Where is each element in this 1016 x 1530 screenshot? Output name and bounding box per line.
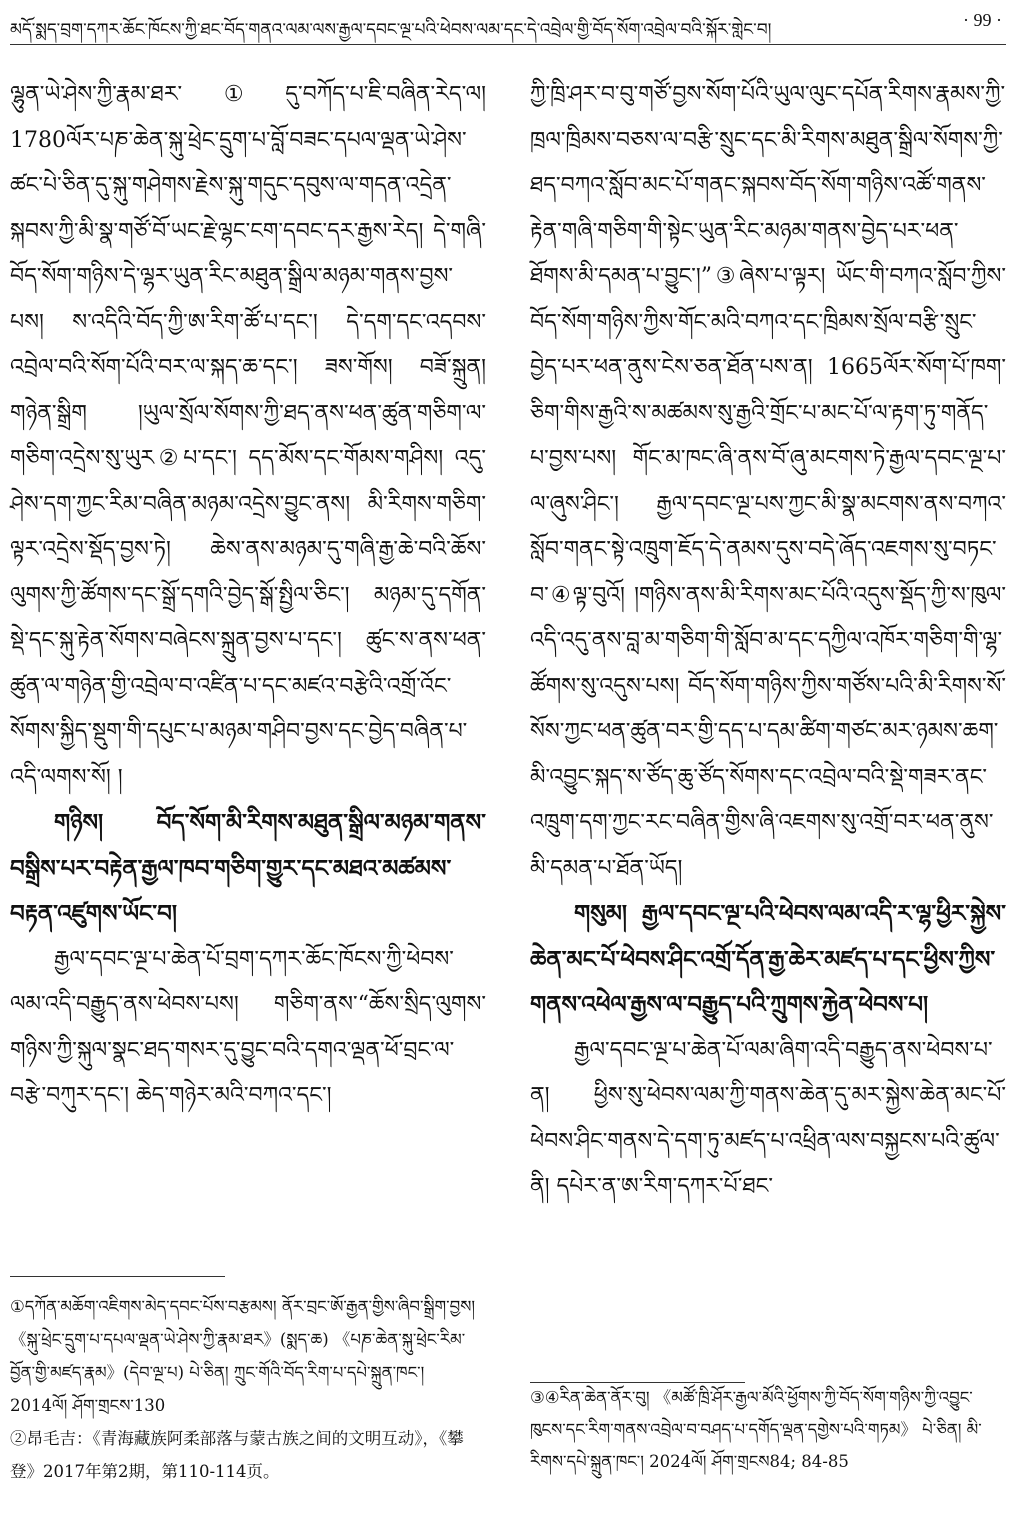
header-divider — [10, 44, 1006, 45]
left-column — [10, 72, 486, 1119]
footnotes-left — [10, 1290, 486, 1488]
running-header — [10, 8, 1006, 38]
right-column — [530, 72, 1006, 1210]
footnote: ②昂毛吉：《青海藏族阿柔部落与蒙古族之间的文明互动》，《攀登》2017年第2期，第110-114页。 — [10, 1429, 464, 1481]
body-paragraph: ཀྱི་ཁྲི་ཤར་བ་བུ་གཙོ་བྱས་སོག་པོའི་ཡུལ་ལུང་དཔོན་རིགས་རྣམས་ཀྱི་ཁྲལ་ཁྲིམས་བཅས་ལ་བརྩི་སྲུང་དང་མི་རིགས་མཐུན་སྒྲིལ་སོགས་ཀྱི་ཐད་བཀའ་སློབ་མང་པོ་གནང་སྐབས་བོད་སོག་གཉིས་འཚོ་གནས་རྟེན་གཞི་གཅིག་གི་སྟེང་ཡུན་རིང་མཉམ་གནས་བྱེད་པར་ཕན་ཐོགས་མི་དམན་པ་བྱུང་།”③ཞེས་པ་ལྟར། ཡོང་གི་བཀའ་སློབ་ཀྱིས་བོད་སོག་གཉིས་ཀྱིས་གོང་མའི་བཀའ་དང་ཁྲིམས་སྲོལ་བརྩི་སྲུང་བྱེད་པར་ཕན་ནུས་ངེས་ཅན་ཐོན་པས་ན། 1665ལོར་སོག་པོ་ཁག་ཅིག་གིས་རྒྱའི་ས་མཚམས་སུ་རྒྱའི་གྲོང་པ་མང་པོ་ལ་རྟག་ཏུ་གནོད་པ་བྱས་པས། གོང་མ་ཁང་ཞི་ནས་བོ་ཞུ་མངགས་ཏེ་རྒྱལ་དབང་ལྔ་པ་ལ་ཞུས་ཤིང་། རྒྱལ་དབང་ལྔ་པས་ཀྱང་མི་སྣ་མངགས་ནས་བཀའ་སློབ་གནང་སྟེ་འཁྲུག་ཇོད་དེ་ནམས་དུས་བདེ་ཞོད་འཇགས་སུ་བཏང་བ་④ལྟ་བུའོ། །གཉིས་ནས་མི་རིགས་མང་པོའི་འདུས་སྡོད་ཀྱི་ས་ཁུལ་འདི་འདུ་ནས་བླ་མ་གཅིག་གི་སློབ་མ་དང་དཀྱིལ་འཁོར་གཅིག་གི་ལྷ་ཚོགས་སུ་འདུས་པས། བོད་སོག་གཉིས་ཀྱིས་གཙོས་པའི་མི་རིགས་སོ་སོས་ཀྱང་ཕན་ཚུན་བར་གྱི་དད་པ་དམ་ཚིག་གཙང་མར་ཉམས་ཆག་མི་འབྱུང་སྐད་ས་ཙོད་ཆུ་ཙོད་སོགས་དང་འབྲེལ་བའི་སྡེ་གཟར་ནང་འཁྲུག་དག་ཀྱང་རང་བཞིན་གྱིས་ཞི་འཇགས་སུ་འགྲོ་བར་ཕན་ནུས་མི་དམན་པ་ཐོན་ཡོད། — [530, 82, 1006, 881]
page-number: · 99 · — [963, 10, 1002, 30]
body-paragraph: ལྷུན་ཡེ་ཤེས་ཀྱི་རྣམ་ཐར་①དུ་བཀོད་པ་ཇི་བཞིན་རེད་ལ། 1780ལོར་པཎ་ཆེན་སྐུ་ཕྲེང་དྲུག་པ་བློ་བཟང་དཔལ་ལྡན་ཡེ་ཤེས་ཚང་པེ་ཅིན་དུ་སྐུ་གཤེགས་རྗེས་སྐུ་གདུང་དབུས་ལ་གདན་འདྲེན་སྐབས་ཀྱི་མི་སྣ་གཙོ་བོ་ཡང་རྗེ་ལྷང་ངག་དབང་དར་རྒྱས་རེད། དེ་གཞི་བོད་སོག་གཉིས་དེ་ལྷར་ཡུན་རིང་མཐུན་སྒྲིལ་མཉམ་གནས་བྱས་པས། ས་འདིའི་བོད་ཀྱི་ཨ་རིག་ཚོ་པ་དང་། དེ་དག་དང་འདབས་འབྲེལ་བའི་སོག་པོའི་བར་ལ་སྐད་ཆ་དང་། ཟས་གོས། བཟོ་སྐྲུན། གཉེན་སྒྲིག །ཡུལ་སྲོལ་སོགས་ཀྱི་ཐད་ནས་ཕན་ཚུན་གཅིག་ལ་གཅིག་འདྲེས་སུ་ཡུར②པ་དང་། དད་མོས་དང་གོམས་གཤིས། འདུ་ཤེས་དག་ཀྱང་རིམ་བཞིན་མཉམ་འདྲེས་བྱུང་ནས། མི་རིགས་གཅིག་ལྟར་འདྲེས་སྡོད་བྱས་ཏེ། ཆེས་ནས་མཉམ་དུ་གཞི་རྒྱ་ཆེ་བའི་ཆོས་ལུགས་ཀྱི་ཚོགས་དང་སྒྲོ་དགའི་བྱེད་སྒོ་སྤྱིལ་ཅིང་། མཉམ་དུ་དགོན་སྡེ་དང་སྐུ་རྟེན་སོགས་བཞེངས་སྐྲུན་བྱས་པ་དང་། ཚུང་ས་ནས་ཕན་ཚུན་ལ་གཉེན་གྱི་འབྲེལ་བ་འཛིན་པ་དང་མཛའ་བརྩེའི་འགྲོ་འོང་སོགས་སྐྱིད་སྡུག་གི་དཔུང་པ་མཉམ་གཤིབ་བྱས་དང་བྱེད་བཞིན་པ་འདི་ལགས་སོ། ། — [10, 82, 486, 790]
running-title: མདོ་སྨད་བྲག་དཀར་ཆོང་ཁོངས་ཀྱི་ཐང་བོད་གནའ་ལམ་ལས་རྒྱལ་དབང་ལྔ་པའི་ཕེབས་ལམ་དང་དེ་འབྲེལ་གྱི་བོད་སོག་འབྲེལ་བའི་སྐོར་གླེང་བ། — [10, 20, 772, 40]
footnote: ①དཀོན་མཆོག་འཇིགས་མེད་དབང་པོས་བརྩམས། ནོར་བྲང་ཨོ་རྒྱན་གྱིས་ཞིབ་སྒྲིག་བྱས། 《སྐུ་ཕྲེང་དྲུག་པ་དཔལ་ལྡན་ཡེ་ཤེས་ཀྱི་རྣམ་ཐར》(སྨད་ཆ) 《པཎ་ཆེན་སྐུ་ཕྲེང་རིམ་བྱོན་གྱི་མཛད་རྣམ》(དེབ་ལྔ་པ) པེ་ཅིན། ཀྲུང་གོའི་བོད་རིག་པ་དཔེ་སྐྲུན་ཁང་། 2014ལོ། ཤོག་གྲངས་130 — [10, 1297, 476, 1415]
section-heading: གསུམ། རྒྱལ་དབང་ལྔ་པའི་ཕེབས་ལམ་འདི་ར་ལྷ་ཕྱིར་སྐྱེས་ཆེན་མང་པོ་ཕེབས་ཤིང་འགྲོ་དོན་རྒྱ་ཆེར་མཛད་པ་དང་ཕྱིས་ཀྱིས་གནས་འཕེལ་རྒྱས་ལ་བརྒྱུད་པའི་ཀྲུགས་རྐྱེན་ཕེབས་པ། — [530, 900, 1006, 1018]
body-paragraph: རྒྱལ་དབང་ལྔ་པ་ཆེན་པོ་བྲག་དཀར་ཆོང་ཁོངས་ཀྱི་ཕེབས་ལམ་འདི་བརྒྱུད་ནས་ཕེབས་པས། གཅིག་ནས་“ཆོས་སྲིད་ལུགས་གཉིས་ཀྱི་སྐུལ་སྣང་ཐད་གསར་དུ་བྱུང་བའི་དགའ་ལྡན་ཕོ་བྲང་ལ་བརྩེ་བཀུར་དང་། ཆེད་གཉེར་མའི་བཀའ་དང་། — [10, 946, 486, 1108]
body-paragraph: རྒྱལ་དབང་ལྔ་པ་ཆེན་པོ་ལམ་ཞིག་འདི་བརྒྱུད་ནས་ཕེབས་པ་ན། ཕྱིས་སུ་ཕེབས་ལམ་ཀྱི་གནས་ཆེན་དུ་མར་སྐྱེས་ཆེན་མང་པོ་ཕེབས་ཤིང་གནས་དེ་དག་ཏུ་མཛད་པ་འཕྲིན་ལས་བསྐྱངས་པའི་ཚུལ་ནི། དཔེར་ན་ཨ་རིག་དཀར་པོ་ཐང་ — [530, 1037, 1006, 1199]
section-heading: གཉིས། བོད་སོག་མི་རིགས་མཐུན་སྒྲིལ་མཉམ་གནས་བསྒྲིས་པར་བརྟེན་རྒྱལ་ཁབ་གཅིག་གྱུར་དང་མཐའ་མཚམས་བརྟན་འཛུགས་ཡོང་བ། — [10, 809, 486, 927]
footnotes-right — [530, 1382, 1006, 1478]
footnote: ③④རིན་ཆེན་ནོར་བུ། 《མཚོ་ཁྲི་ཤོར་རྒྱལ་མོའི་ཕྱོགས་ཀྱི་བོད་སོག་གཉིས་ཀྱི་འབྱུང་ཁུངས་དང་རིག་གནས་འབྲེལ་བ་བཤད་པ་དགོད་ལྡན་དགྱེས་པའི་གཏམ》 པེ་ཅིན། མི་རིགས་དཔེ་སྐྲུན་ཁང་། 2024ལོ། ཤོག་གྲངས84; 84-85 — [530, 1388, 982, 1471]
footnote-divider — [10, 1276, 225, 1277]
